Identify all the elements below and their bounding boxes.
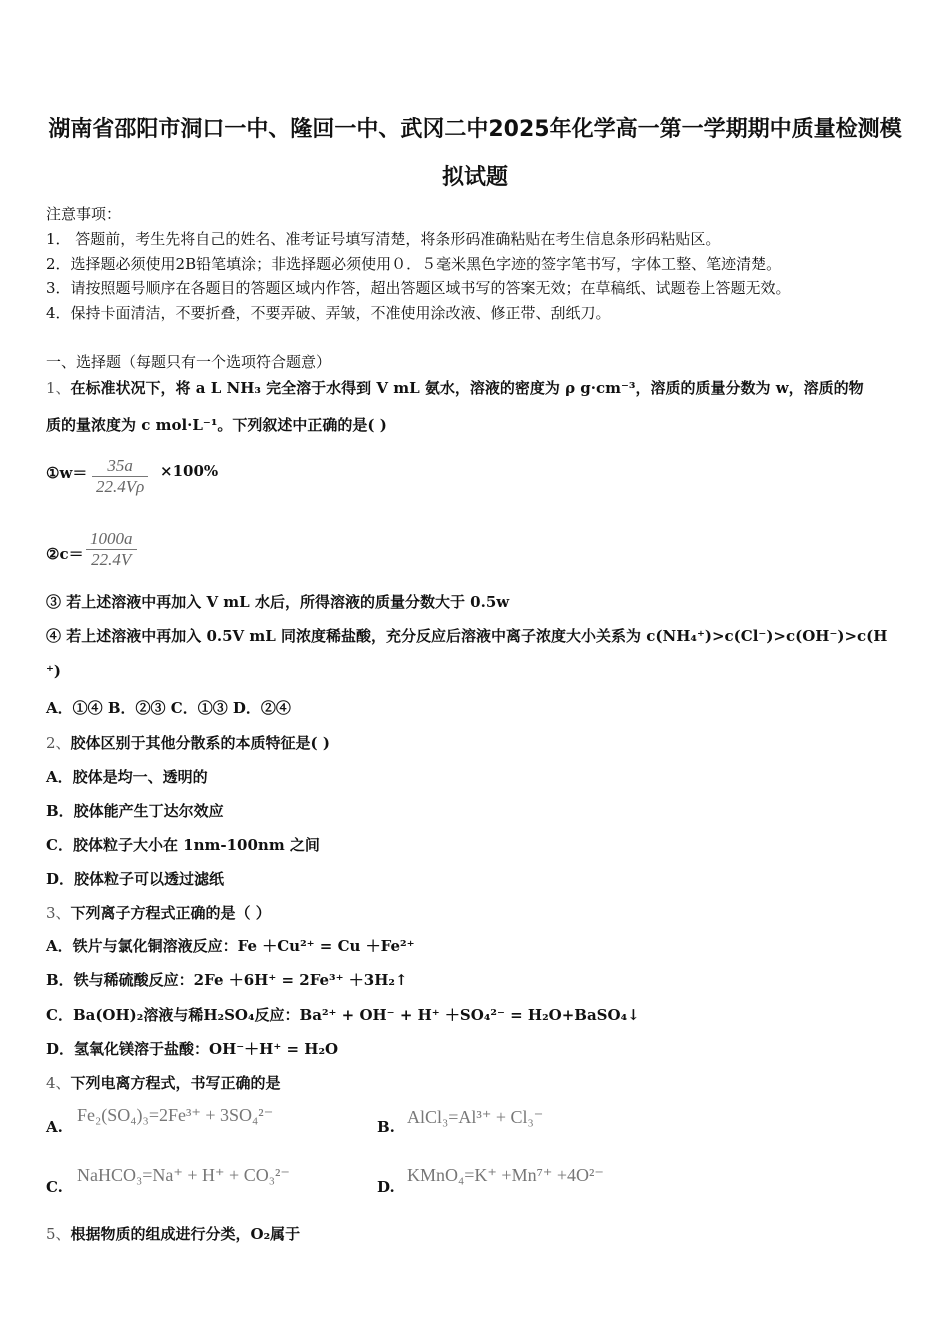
q1-option4-line1: ④ 若上述溶液中再加入 0.5V mL 同浓度稀盐酸，充分反应后溶液中离子浓度大小关系为 c(NH₄⁺)>c(Cl⁻)>c(OH⁻)>c(H — [46, 627, 888, 645]
q1-option2-denominator: 22.4V — [91, 550, 132, 569]
q1-option1-numerator: 35a — [107, 456, 133, 475]
q1-option2-fraction — [86, 529, 137, 570]
notice-heading: 注意事项： — [46, 205, 122, 223]
q1-option2-numerator: 1000a — [90, 529, 133, 548]
q4-formula-b: AlCl₃=Al³⁺ + Cl₃⁻ — [407, 1107, 544, 1127]
page-title-line1: 湖南省邵阳市洞口一中、隆回一中、武冈二中2025年化学高一第一学期期中质量检测模 — [48, 117, 902, 142]
q2-text: 胶体区别于其他分散系的本质特征是( ) — [70, 734, 330, 752]
q1-option1-denominator: 22.4Vρ — [96, 477, 145, 496]
q2-option: C．胶体粒子大小在 1nm-100nm 之间 — [46, 836, 320, 854]
q1-stem-line2: 质的量浓度为 c mol·L⁻¹。下列叙述中正确的是( ) — [46, 416, 387, 434]
q4-formula-c: NaHCO₃=Na⁺ + H⁺ + CO₃²⁻ — [77, 1165, 290, 1185]
notice-item: 3．请按照题号顺序在各题目的答题区域内作答，超出答题区域书写的答案无效；在草稿纸、试题卷上答题无效。 — [46, 279, 791, 297]
q3-option: A．铁片与氯化铜溶液反应：Fe ＋Cu²⁺ = Cu ＋Fe²⁺ — [46, 937, 415, 955]
q4-label-c: C. — [46, 1178, 63, 1196]
q1-option2-label: ②c＝ — [46, 545, 84, 563]
q2-stem — [46, 732, 330, 753]
q5-text: 根据物质的组成进行分类，O₂属于 — [70, 1225, 301, 1243]
q3-number: 3、 — [46, 904, 71, 922]
q4-label-a: A. — [46, 1118, 63, 1136]
q1-number: 1、 — [46, 379, 71, 397]
q4-label-d: D. — [377, 1178, 395, 1196]
notice-item: 1． 答题前，考生先将自己的姓名、准考证号填写清楚，将条形码准确粘贴在考生信息条形码粘贴区。 — [46, 230, 721, 248]
q1-option3: ③ 若上述溶液中再加入 V mL 水后，所得溶液的质量分数大于 0.5w — [46, 593, 510, 611]
q4-formula-a: Fe₂(SO₄)₃=2Fe³⁺ + 3SO₄²⁻ — [77, 1105, 274, 1125]
q5-stem — [46, 1223, 300, 1244]
q3-text: 下列离子方程式正确的是（ ） — [70, 904, 271, 922]
q1-stem-line1 — [46, 377, 864, 398]
q2-option: B．胶体能产生丁达尔效应 — [46, 802, 224, 820]
q3-option: D．氢氧化镁溶于盐酸：OH⁻＋H⁺ = H₂O — [46, 1040, 339, 1058]
notice-item: 4．保持卡面清洁，不要折叠，不要弄破、弄皱，不准使用涂改液、修正带、刮纸刀。 — [46, 304, 611, 322]
q2-option: A．胶体是均一、透明的 — [46, 768, 208, 786]
q4-label-b: B. — [377, 1118, 395, 1136]
q1-option1-tail: ×100% — [160, 462, 219, 480]
q1-choices: A．①④ B．②③ C．①③ D．②④ — [46, 699, 291, 717]
q3-stem — [46, 902, 271, 923]
notice-item: 2．选择题必须使用2B铅笔填涂；非选择题必须使用０．５毫米黑色字迹的签字笔书写，字体工整、笔迹清楚。 — [46, 255, 782, 273]
q3-option: B．铁与稀硫酸反应：2Fe ＋6H⁺ = 2Fe³⁺ ＋3H₂↑ — [46, 971, 408, 989]
q5-number: 5、 — [46, 1225, 71, 1243]
q2-option: D．胶体粒子可以透过滤纸 — [46, 870, 225, 888]
section-heading: 一、选择题（每题只有一个选项符合题意） — [46, 353, 332, 371]
q2-number: 2、 — [46, 734, 71, 752]
q1-text1: 在标准状况下，将 a L NH₃ 完全溶于水得到 V mL 氨水，溶液的密度为 ρ g·cm⁻³，溶质的质量分数为 w，溶质的物 — [70, 379, 864, 397]
q1-option1-label: ①w＝ — [46, 464, 88, 482]
q4-stem — [46, 1072, 281, 1093]
q4-number: 4、 — [46, 1074, 71, 1092]
q1-option1-fraction — [92, 456, 148, 497]
page-title-line2: 拟试题 — [441, 165, 508, 190]
q4-formula-d: KMnO₄=K⁺ +Mn⁷⁺ +4O²⁻ — [407, 1165, 604, 1185]
q1-option4-line2: ⁺) — [46, 662, 62, 680]
q4-text: 下列电离方程式，书写正确的是 — [70, 1074, 281, 1092]
q3-option: C．Ba(OH)₂溶液与稀H₂SO₄反应：Ba²⁺ + OH⁻ + H⁺ ＋SO₄²⁻ = H₂O+BaSO₄↓ — [46, 1006, 640, 1024]
